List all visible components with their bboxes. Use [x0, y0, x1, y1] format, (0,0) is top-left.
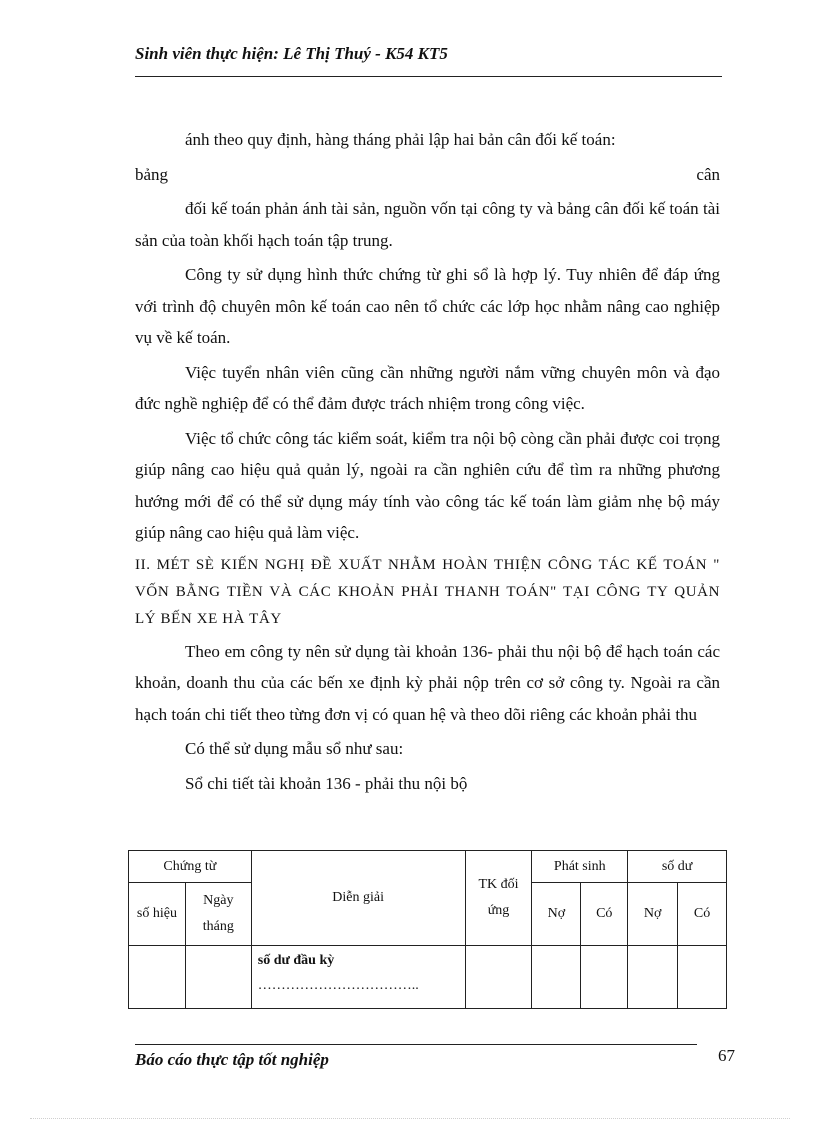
p1-line2-right: cân	[696, 164, 720, 184]
paragraph-7: Sổ chi tiết tài khoản 136 - phải thu nội bộ	[185, 773, 468, 793]
paragraph-2: Công ty sử dụng hình thức chứng từ ghi sổ là hợp lý. Tuy nhiên để đáp ứng với trình độ chuyên môn kế toán cao nên tổ chức các lớp học nhằm nâng cao nghiệp vụ về kế toán.	[135, 265, 720, 347]
table-header-row-1	[129, 851, 727, 883]
col-so-du-no: Nợ	[628, 883, 678, 946]
col-so-hieu: số hiệu	[129, 883, 186, 946]
section-heading: II. MÉT SÈ KIẾN NGHỊ ĐỀ XUẤT NHẰM HOÀN THIỆN CÔNG TÁC KẾ TOÁN " VỐN BẰNG TIỀN VÀ CÁC KHOẢN PHẢI THANH TOÁN" TẠI CÔNG TY QUẢN LÝ BẾN XE HÀ TÂY	[135, 556, 720, 627]
paragraph-1-rest: đối kế toán phản ánh tài sản, nguồn vốn tại công ty và bảng cân đối kế toán tài sản của toàn khối hạch toán tập trung.	[135, 199, 720, 250]
bottom-dotted-line	[30, 1118, 790, 1119]
paragraph-1-line-2	[135, 159, 720, 191]
page-number: 67	[718, 1046, 735, 1065]
opening-balance-cell	[251, 946, 465, 1009]
col-so-du-co: Có	[678, 883, 727, 946]
paragraph-6: Có thể sử dụng mẫu sổ như sau:	[185, 739, 404, 758]
footer-divider	[135, 1044, 697, 1045]
col-ngay-thang: Ngày tháng	[185, 883, 251, 946]
col-so-du: số dư	[628, 851, 727, 883]
paragraph-3: Việc tuyển nhân viên cũng cần những người nắm vững chuyên môn và đạo đức nghề nghiệp để có thể đảm được trách nhiệm trong công việc.	[135, 362, 720, 413]
footer-title: Báo cáo thực tập tốt nghiệp	[135, 1050, 329, 1069]
paragraph-4: Việc tổ chức công tác kiểm soát, kiểm tra nội bộ còng cần phải được coi trọng giúp nâng cao hiệu quả quản lý, ngoài ra cần nghiên cứu để tìm ra những phương hướng mới để có thể sử dụng máy tính vào công tác kế toán làm giảm nhẹ bộ máy giúp nâng cao hiệu quả làm việc.	[135, 428, 720, 542]
header-divider	[135, 76, 722, 77]
ledger-table	[128, 850, 727, 1009]
col-phat-sinh-no: Nợ	[532, 883, 581, 946]
opening-balance-dots: ……………………………..	[257, 978, 419, 993]
col-dien-giai: Diễn giải	[251, 851, 465, 946]
col-tk-doi-ung: TK đối ứng	[465, 851, 532, 946]
opening-balance-label: số dư đầu kỳ	[257, 953, 335, 968]
table-row	[129, 946, 727, 1009]
col-phat-sinh-co: Có	[581, 883, 628, 946]
p1-line1: ánh theo quy định, hàng tháng phải lập hai bản cân đối kế toán:	[185, 130, 616, 149]
p1-line2-left: bảng	[135, 164, 169, 184]
paragraph-5: Theo em công ty nên sử dụng tài khoản 136- phải thu nội bộ để hạch toán các khoản, doanh thu của các bến xe định kỳ phải nộp trên cơ sở công ty. Ngoài ra cần hạch toán chi tiết theo từng đơn vị có quan hệ và theo dõi riêng các khoản phải thu	[135, 641, 720, 724]
paragraph-1-line-1	[135, 124, 720, 156]
col-phat-sinh: Phát sinh	[532, 851, 628, 883]
page-header: Sinh viên thực hiện: Lê Thị Thuý - K54 KT5	[135, 44, 448, 63]
body-text	[135, 124, 720, 802]
col-chung-tu: Chứng từ	[129, 851, 252, 883]
